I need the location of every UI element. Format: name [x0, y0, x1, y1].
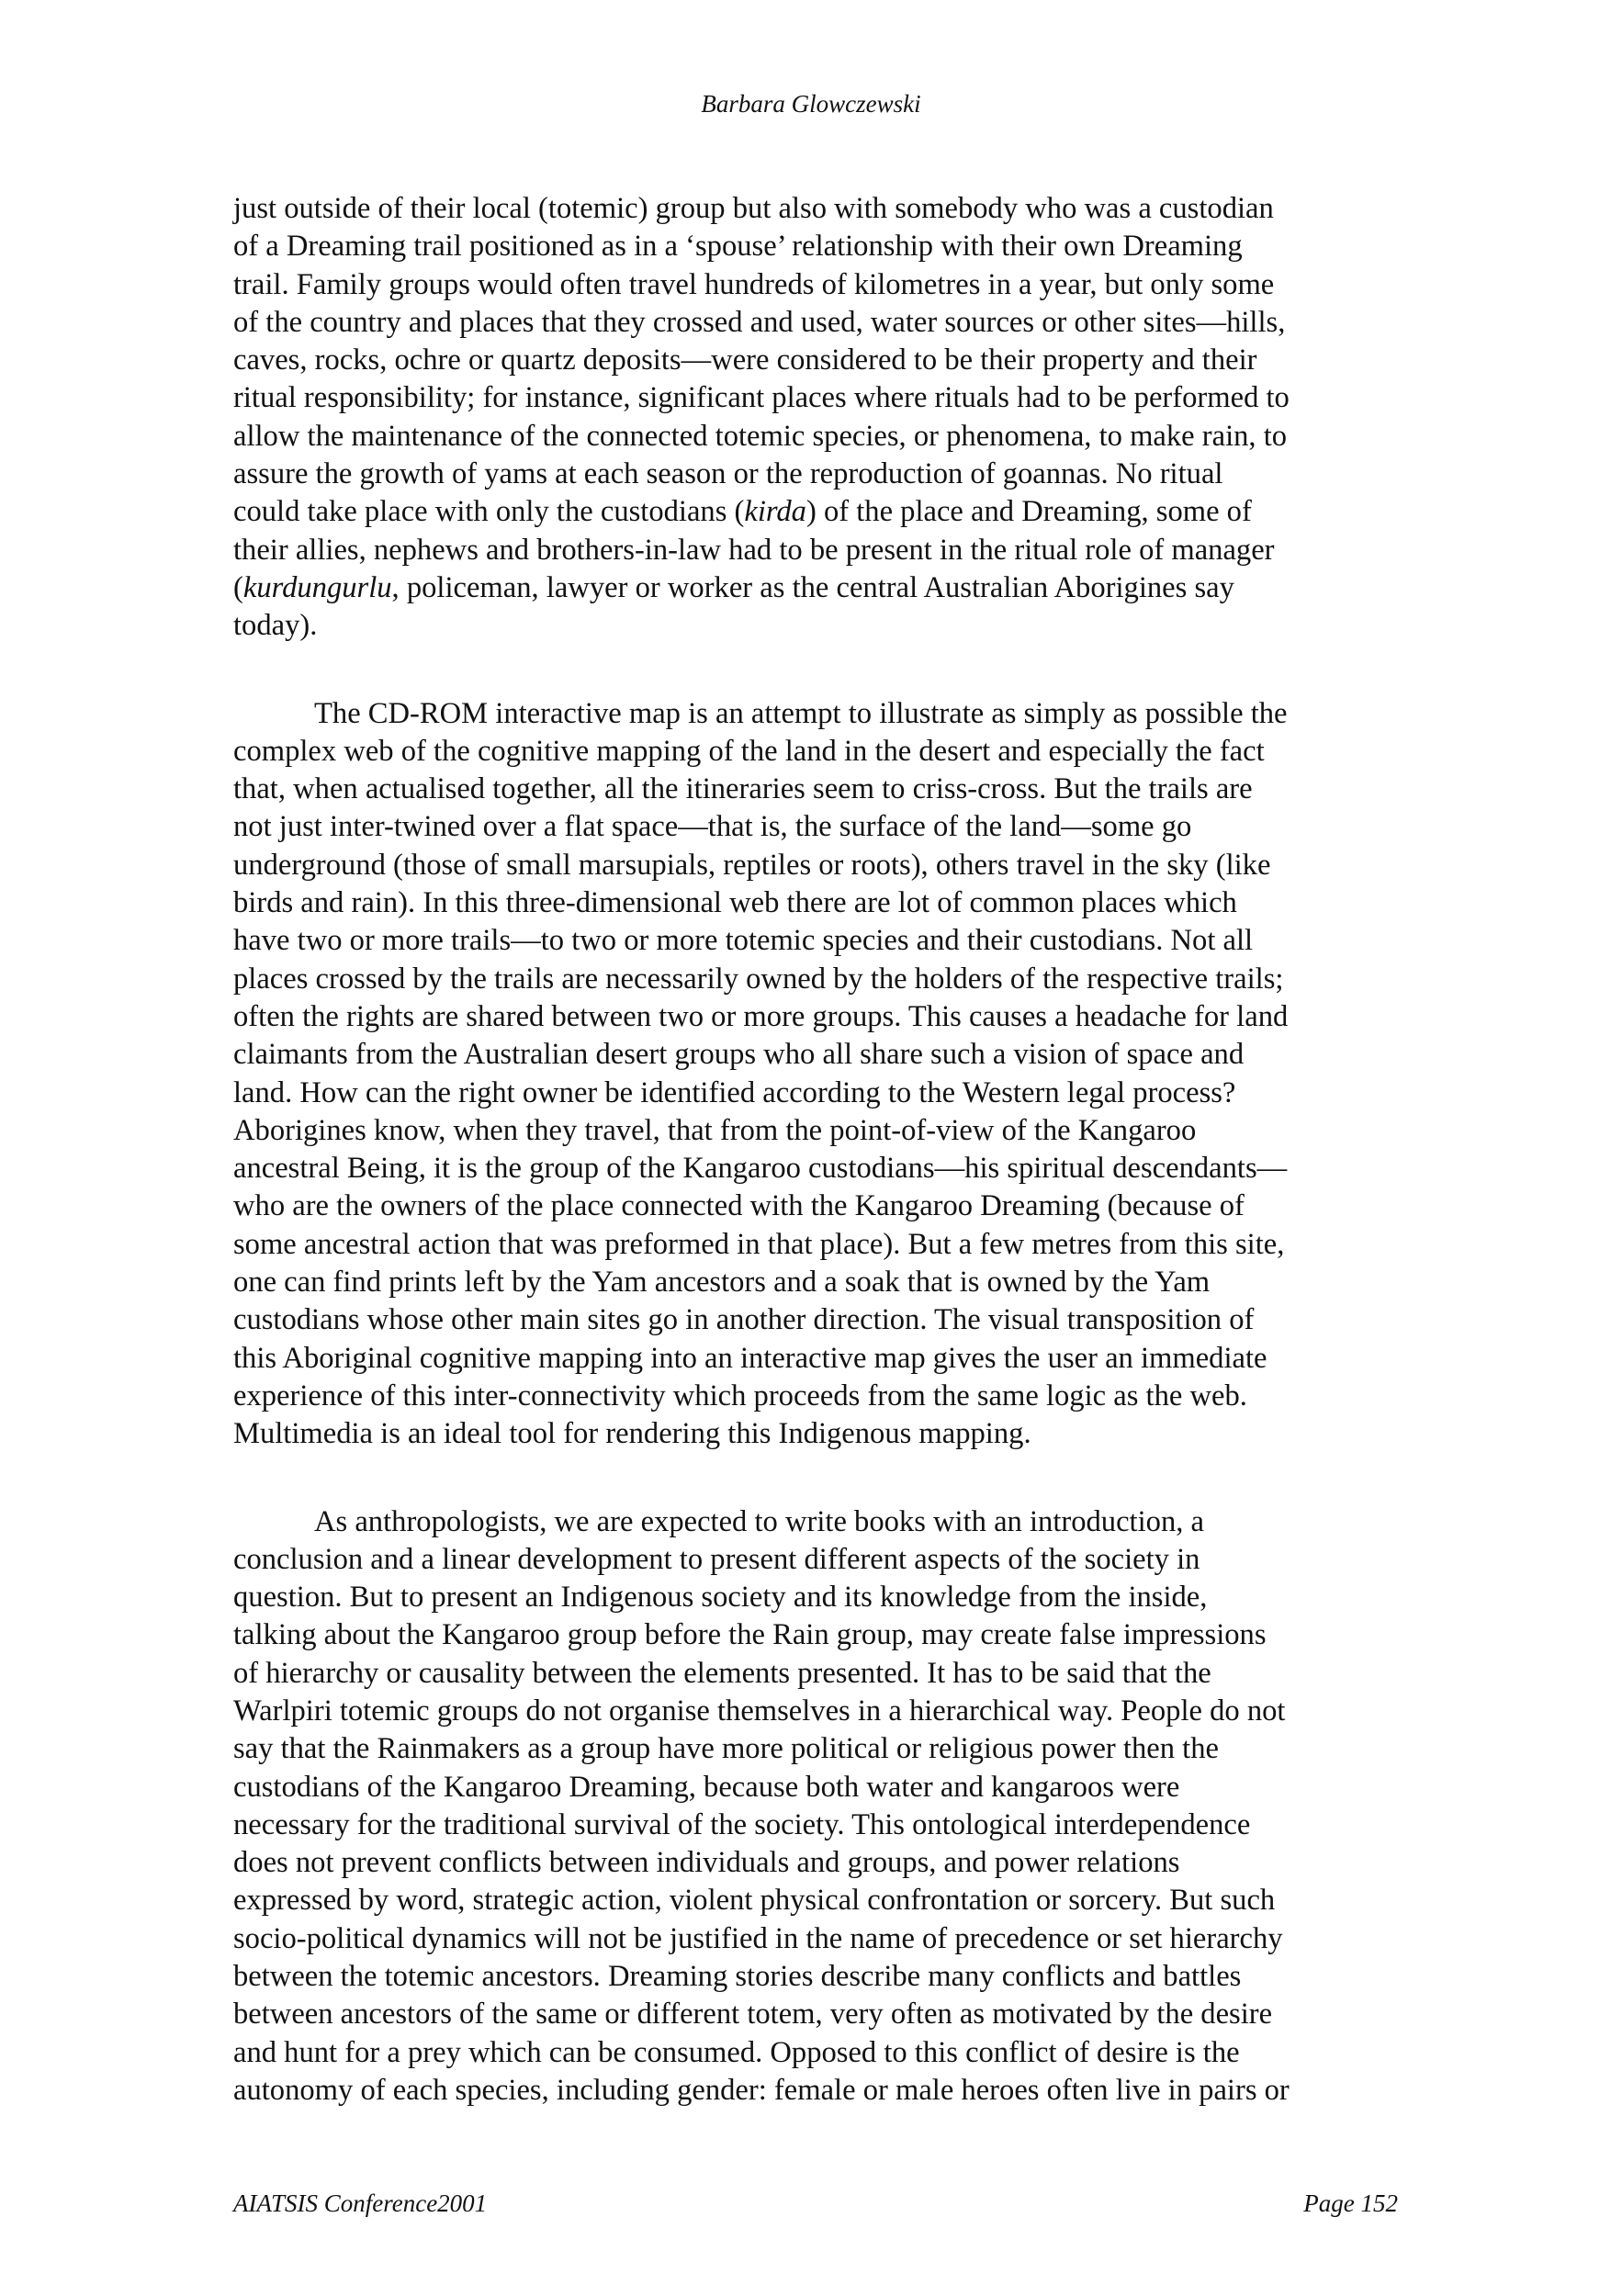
- body-text: [233, 190, 1427, 2159]
- text-segment: custodians whose other main sites go in another direction. The visual transposition of: [233, 1303, 1255, 1337]
- text-segment: not just inter-twined over a flat space—that is, the surface of the land—some go: [233, 810, 1192, 844]
- text-segment: land. How can the right owner be identified according to the Western legal process?: [233, 1075, 1236, 1109]
- footer-page-number: Page 152: [1303, 2189, 1398, 2217]
- text-segment: places crossed by the trails are necessarily owned by the holders of the respective trails;: [233, 962, 1284, 996]
- italic-term: kurdungurlu: [242, 570, 392, 604]
- text-line: [233, 1112, 1427, 1150]
- text-segment: one can find prints left by the Yam ancestors and a soak that is owned by the Yam: [233, 1266, 1211, 1300]
- text-line: [233, 569, 1427, 607]
- text-segment: socio-political dynamics will not be justified in the name of precedence or set hierarchy: [233, 1921, 1283, 1955]
- text-segment: some ancestral action that was preformed in that place). But a few metres from this site,: [233, 1227, 1285, 1261]
- text-segment: claimants from the Australian desert groups who all share such a vision of space and: [233, 1038, 1245, 1072]
- text-line: [233, 771, 1427, 808]
- text-line: [233, 961, 1427, 998]
- text-segment: caves, rocks, ochre or quartz deposits—were considered to be their property and their: [233, 343, 1257, 377]
- text-segment: allow the maintenance of the connected totemic species, or phenomena, to make rain, to: [233, 419, 1288, 453]
- text-segment: of hierarchy or causality between the elements presented. It has to be said that the: [233, 1656, 1211, 1690]
- text-line: [233, 1226, 1427, 1264]
- text-line: [233, 1036, 1427, 1074]
- text-line: [233, 1693, 1427, 1730]
- text-segment: and hunt for a prey which can be consumed. Opposed to this conflict of desire is the: [233, 2035, 1240, 2069]
- text-line: [233, 379, 1427, 417]
- text-segment: between the totemic ancestors. Dreaming stories describe many conflicts and battles: [233, 1960, 1242, 1994]
- text-line: [233, 1996, 1427, 2033]
- text-line: [233, 1655, 1427, 1693]
- text-line: [233, 418, 1427, 456]
- text-line: [233, 266, 1427, 304]
- text-segment: underground (those of small marsupials, reptiles or roots), others travel in the sky (like: [233, 848, 1271, 882]
- text-segment: experience of this inter-connectivity which proceeds from the same logic as the web.: [233, 1379, 1247, 1412]
- text-line: [233, 304, 1427, 342]
- text-line: [233, 1340, 1427, 1378]
- text-line: [233, 1264, 1427, 1301]
- text-segment: trail. Family groups would often travel hundreds of kilometres in a year, but only some: [233, 267, 1275, 301]
- text-line: [233, 1503, 1427, 1541]
- text-segment: assure the growth of yams at each season or the reproduction of goannas. No ritual: [233, 457, 1223, 491]
- text-segment: today).: [233, 609, 318, 643]
- text-segment: just outside of their local (totemic) group but also with somebody who was a custodian: [233, 192, 1274, 225]
- text-segment: ancestral Being, it is the group of the Kangaroo custodians—his spiritual descendants—: [233, 1152, 1288, 1186]
- text-line: [233, 1301, 1427, 1339]
- text-segment: their allies, nephews and brothers-in-law had to be present in the ritual role of manager: [233, 533, 1275, 567]
- text-segment: of a Dreaming trail positioned as in a ‘spouse’ relationship with their own Dreaming: [233, 230, 1243, 264]
- paragraph: [233, 695, 1427, 1454]
- text-segment: does not prevent conflicts between individuals and groups, and power relations: [233, 1846, 1180, 1880]
- italic-term: kirda: [744, 495, 806, 529]
- text-segment: Warlpiri totemic groups do not organise themselves in a hierarchical way. People do not: [233, 1694, 1286, 1728]
- text-line: [233, 1415, 1427, 1453]
- text-line: [233, 1579, 1427, 1616]
- text-segment: Aborigines know, when they travel, that from the point-of-view of the Kangaroo: [233, 1113, 1197, 1147]
- text-line: [233, 1150, 1427, 1187]
- text-line: [233, 2034, 1427, 2072]
- text-segment: say that the Rainmakers as a group have more political or religious power then the: [233, 1732, 1219, 1766]
- text-line: [233, 1730, 1427, 1768]
- text-line: [233, 1541, 1427, 1579]
- text-segment: who are the owners of the place connected with the Kangaroo Dreaming (because of: [233, 1189, 1245, 1223]
- footer-conference: AIATSIS Conference2001: [233, 2189, 488, 2217]
- text-line: [233, 1882, 1427, 1919]
- text-segment: birds and rain). In this three-dimensional web there are lot of common places which: [233, 886, 1237, 920]
- text-line: [233, 847, 1427, 884]
- text-line: [233, 922, 1427, 960]
- text-segment: autonomy of each species, including gender: female or male heroes often live in pairs or: [233, 2073, 1290, 2107]
- text-segment: have two or more trails—to two or more totemic species and their custodians. Not all: [233, 924, 1254, 958]
- text-segment: As anthropologists, we are expected to write books with an introduction, a: [314, 1504, 1204, 1538]
- text-segment: ) of the place and Dreaming, some of: [805, 495, 1252, 529]
- text-segment: The CD-ROM interactive map is an attempt to illustrate as simply as possible the: [314, 696, 1288, 730]
- text-line: [233, 493, 1427, 531]
- text-line: [233, 998, 1427, 1036]
- text-segment: custodians of the Kangaroo Dreaming, because both water and kangaroos were: [233, 1770, 1180, 1804]
- text-line: [233, 342, 1427, 379]
- text-line: [233, 808, 1427, 846]
- text-segment: (: [233, 570, 243, 604]
- text-line: [233, 1806, 1427, 1844]
- text-segment: Multimedia is an ideal tool for rendering this Indigenous mapping.: [233, 1417, 1031, 1451]
- text-segment: between ancestors of the same or different totem, very often as motivated by the desire: [233, 1998, 1273, 2032]
- text-line: [233, 1075, 1427, 1112]
- paragraph: [233, 190, 1427, 646]
- text-segment: of the country and places that they crossed and used, water sources or other sites—hills,: [233, 305, 1286, 339]
- text-line: [233, 1769, 1427, 1806]
- text-line: [233, 1920, 1427, 1958]
- text-line: [233, 884, 1427, 922]
- text-segment: could take place with only the custodians (: [233, 495, 745, 529]
- text-line: [233, 1958, 1427, 1996]
- text-line: [233, 532, 1427, 569]
- text-segment: this Aboriginal cognitive mapping into an interactive map gives the user an immediate: [233, 1341, 1267, 1375]
- text-line: [233, 1187, 1427, 1225]
- text-segment: often the rights are shared between two or more groups. This causes a headache for land: [233, 999, 1289, 1033]
- text-segment: that, when actualised together, all the itineraries seem to criss-cross. But the trails are: [233, 772, 1253, 806]
- text-line: [233, 1844, 1427, 1882]
- text-line: [233, 2072, 1427, 2110]
- text-segment: question. But to present an Indigenous society and its knowledge from the inside,: [233, 1581, 1208, 1615]
- paragraph: [233, 1503, 1427, 2110]
- text-segment: , policeman, lawyer or worker as the central Australian Aborigines say: [391, 570, 1234, 604]
- text-line: [233, 1616, 1427, 1654]
- running-header-author: Barbara Glowczewski: [701, 90, 921, 118]
- text-line: [233, 733, 1427, 771]
- text-line: [233, 695, 1427, 733]
- text-line: [233, 607, 1427, 645]
- text-segment: ritual responsibility; for instance, significant places where rituals had to be performed to: [233, 381, 1290, 415]
- text-line: [233, 190, 1427, 228]
- text-segment: necessary for the traditional survival of the society. This ontological interdependence: [233, 1807, 1251, 1841]
- text-line: [233, 228, 1427, 265]
- text-segment: conclusion and a linear development to present different aspects of the society in: [233, 1542, 1200, 1576]
- text-segment: expressed by word, strategic action, violent physical confrontation or sorcery. But such: [233, 1884, 1276, 1918]
- text-segment: talking about the Kangaroo group before the Rain group, may create false impressions: [233, 1618, 1267, 1652]
- text-line: [233, 1378, 1427, 1415]
- text-line: [233, 456, 1427, 493]
- text-segment: complex web of the cognitive mapping of the land in the desert and especially the fact: [233, 734, 1265, 768]
